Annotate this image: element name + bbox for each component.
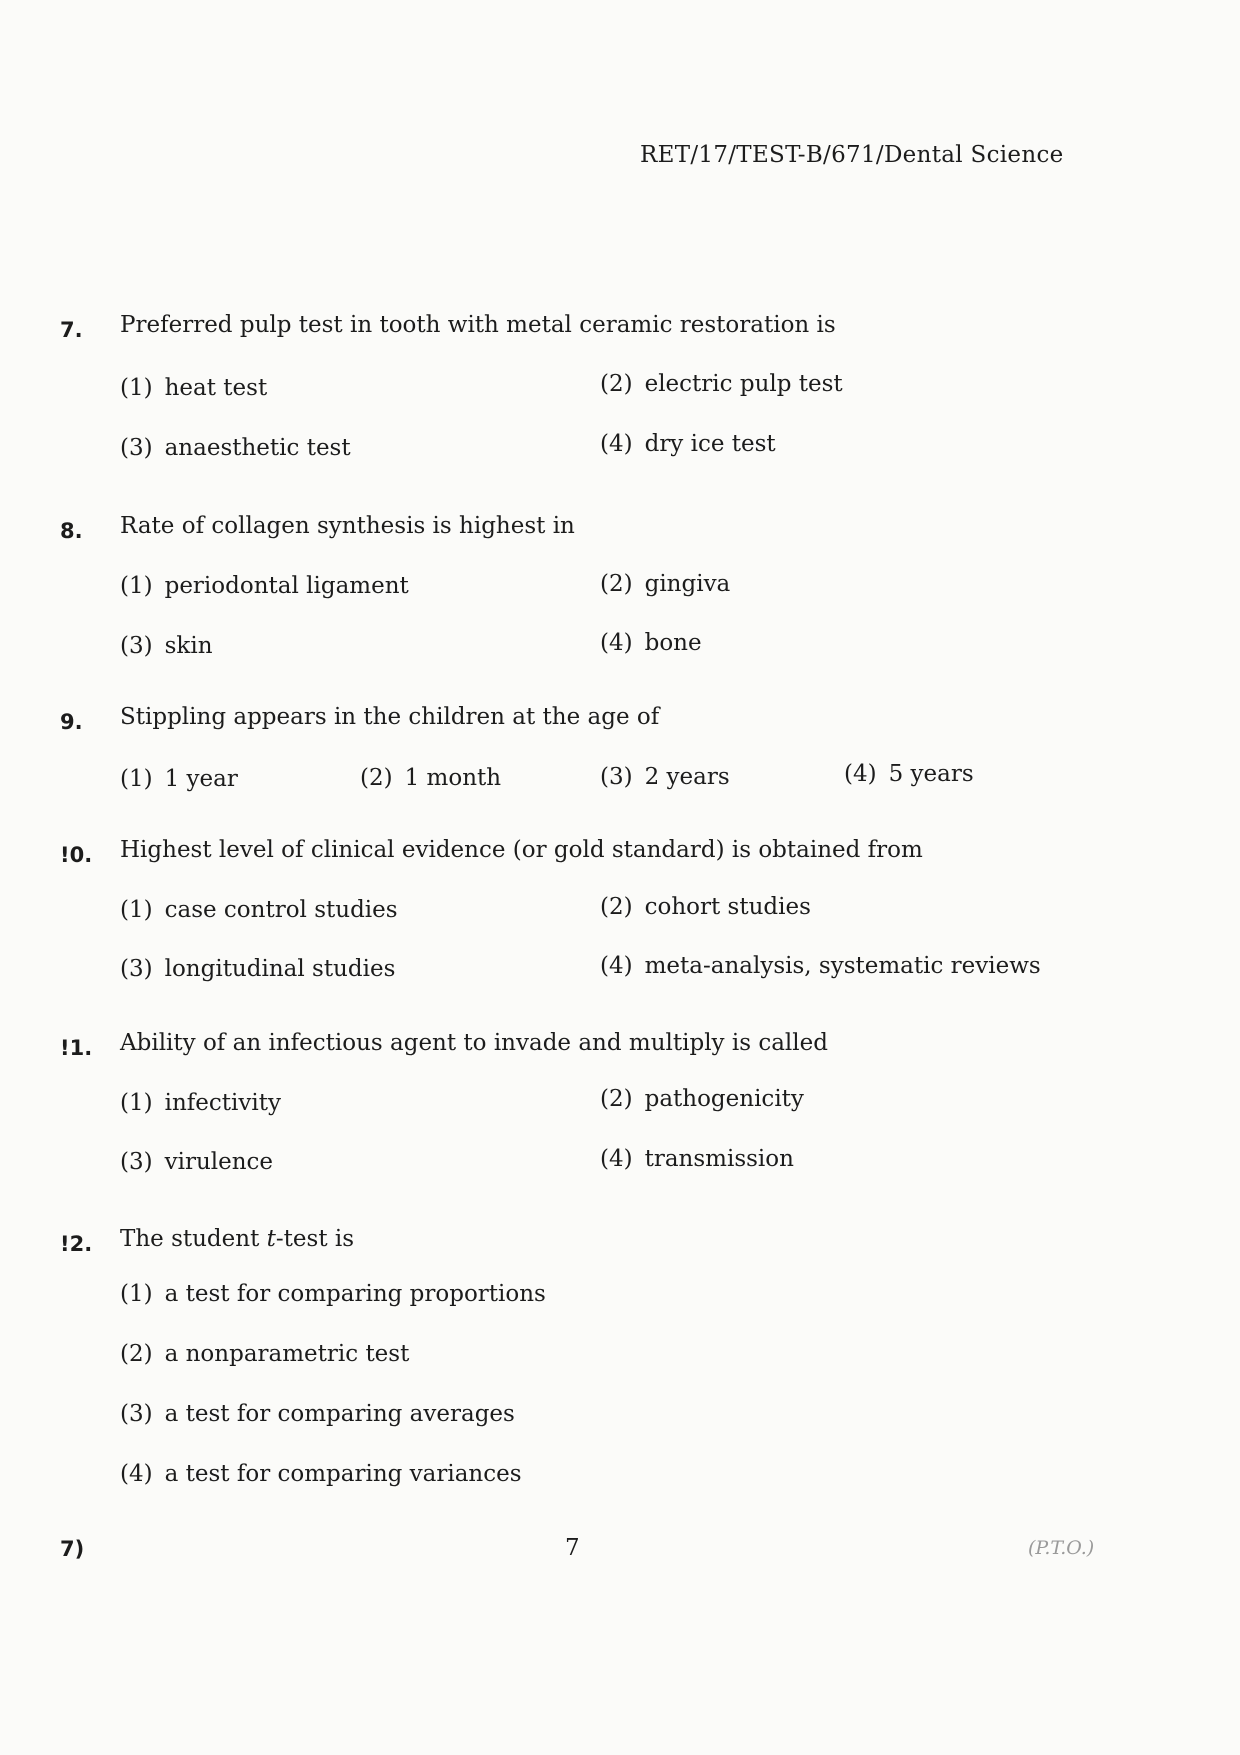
option-4 bbox=[600, 431, 776, 457]
question-text: Highest level of clinical evidence (or gold standard) is obtained from bbox=[120, 837, 923, 863]
option-4 bbox=[600, 953, 1041, 979]
option-text: 2 years bbox=[644, 764, 730, 790]
question-11 bbox=[60, 1030, 1180, 1175]
booklet-code: 7) bbox=[60, 1537, 85, 1561]
option-label: (3) bbox=[120, 633, 153, 659]
option-text: 5 years bbox=[888, 761, 974, 787]
question-9 bbox=[60, 704, 1180, 792]
option-label: (4) bbox=[600, 953, 633, 979]
option-text: 1 year bbox=[164, 766, 238, 792]
option-4 bbox=[600, 630, 702, 656]
question-text: Ability of an infectious agent to invade and multiply is called bbox=[120, 1030, 828, 1056]
question-number: !0. bbox=[60, 843, 93, 867]
question-number: !1. bbox=[60, 1036, 93, 1060]
option-1 bbox=[120, 766, 238, 792]
option-text: infectivity bbox=[164, 1090, 281, 1116]
option-1 bbox=[120, 897, 398, 923]
option-label: (4) bbox=[600, 1146, 633, 1172]
option-label: (3) bbox=[120, 956, 153, 982]
page-number: 7 bbox=[565, 1535, 580, 1561]
option-3 bbox=[120, 1149, 273, 1175]
option-2 bbox=[360, 765, 501, 791]
option-1 bbox=[120, 1281, 546, 1307]
option-2 bbox=[600, 571, 730, 597]
option-text: a nonparametric test bbox=[164, 1341, 410, 1367]
option-label: (3) bbox=[120, 435, 153, 461]
question-stem bbox=[60, 704, 1180, 744]
paper-code: RET/17/TEST-B/671/Dental Science bbox=[640, 142, 1064, 168]
option-text: pathogenicity bbox=[644, 1086, 804, 1112]
option-1 bbox=[120, 573, 409, 599]
question-text: Preferred pulp test in tooth with metal ceramic restoration is bbox=[120, 312, 836, 338]
question-8 bbox=[60, 513, 1180, 659]
question-10 bbox=[60, 837, 1180, 982]
option-3 bbox=[600, 764, 730, 790]
question-stem bbox=[60, 1030, 1180, 1070]
option-label: (2) bbox=[600, 371, 633, 397]
option-label: (1) bbox=[120, 375, 153, 401]
option-label: (4) bbox=[600, 431, 633, 457]
question-stem bbox=[60, 312, 1180, 352]
option-text: longitudinal studies bbox=[164, 956, 396, 982]
option-text: periodontal ligament bbox=[164, 573, 409, 599]
question-text-part: -test is bbox=[275, 1226, 355, 1252]
option-label: (1) bbox=[120, 1281, 153, 1307]
option-2 bbox=[600, 894, 811, 920]
option-text: anaesthetic test bbox=[164, 435, 351, 461]
option-label: (2) bbox=[600, 1086, 633, 1112]
question-12 bbox=[60, 1226, 1180, 1487]
question-7 bbox=[60, 312, 1180, 461]
option-label: (3) bbox=[120, 1401, 153, 1427]
option-label: (1) bbox=[120, 573, 153, 599]
option-label: (2) bbox=[360, 765, 393, 791]
option-label: (2) bbox=[600, 571, 633, 597]
option-2 bbox=[600, 1086, 804, 1112]
option-text: 1 month bbox=[404, 765, 502, 791]
option-label: (2) bbox=[600, 894, 633, 920]
option-text: heat test bbox=[164, 375, 268, 401]
option-text: skin bbox=[164, 633, 213, 659]
pto-note: (P.T.O.) bbox=[1028, 1537, 1095, 1559]
option-3 bbox=[120, 1401, 515, 1427]
option-text: case control studies bbox=[164, 897, 398, 923]
option-4 bbox=[120, 1461, 522, 1487]
option-label: (4) bbox=[120, 1461, 153, 1487]
option-label: (3) bbox=[600, 764, 633, 790]
option-label: (3) bbox=[120, 1149, 153, 1175]
question-number: 8. bbox=[60, 519, 83, 543]
option-label: (1) bbox=[120, 897, 153, 923]
question-number: 9. bbox=[60, 710, 83, 734]
option-label: (1) bbox=[120, 1090, 153, 1116]
question-stem bbox=[60, 837, 1180, 877]
option-3 bbox=[120, 435, 351, 461]
option-text: a test for comparing variances bbox=[164, 1461, 522, 1487]
option-text: a test for comparing averages bbox=[164, 1401, 515, 1427]
option-text: electric pulp test bbox=[644, 371, 843, 397]
question-number: !2. bbox=[60, 1232, 93, 1256]
option-text: virulence bbox=[164, 1149, 274, 1175]
option-text: cohort studies bbox=[644, 894, 811, 920]
option-label: (2) bbox=[120, 1341, 153, 1367]
question-stem bbox=[60, 1226, 1180, 1266]
t-symbol: t bbox=[266, 1226, 276, 1252]
option-text: meta-analysis, systematic reviews bbox=[644, 953, 1041, 979]
option-1 bbox=[120, 375, 267, 401]
option-2 bbox=[120, 1341, 409, 1367]
option-1 bbox=[120, 1090, 281, 1116]
option-text: gingiva bbox=[644, 571, 731, 597]
question-text-part: The student bbox=[120, 1226, 267, 1252]
option-3 bbox=[120, 633, 213, 659]
option-text: bone bbox=[644, 630, 702, 656]
option-2 bbox=[600, 371, 843, 397]
option-label: (4) bbox=[600, 630, 633, 656]
question-text: Rate of collagen synthesis is highest in bbox=[120, 513, 575, 539]
option-4 bbox=[844, 761, 974, 787]
option-text: a test for comparing proportions bbox=[164, 1281, 546, 1307]
question-number: 7. bbox=[60, 318, 83, 342]
option-4 bbox=[600, 1146, 794, 1172]
question-text: Stippling appears in the children at the age of bbox=[120, 704, 660, 730]
option-label: (1) bbox=[120, 766, 153, 792]
option-text: dry ice test bbox=[644, 431, 776, 457]
option-label: (4) bbox=[844, 761, 877, 787]
question-stem bbox=[60, 513, 1180, 553]
question-text bbox=[120, 1226, 354, 1252]
option-text: transmission bbox=[644, 1146, 794, 1172]
option-3 bbox=[120, 956, 395, 982]
